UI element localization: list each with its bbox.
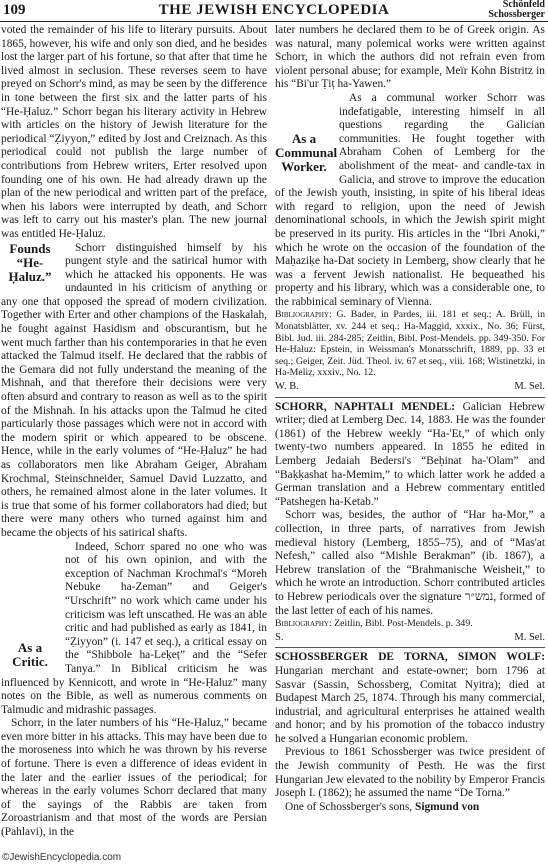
entry-heading: SCHOSSBERGER DE TORNA, SIMON WOLF:: [275, 651, 545, 664]
bibliography: [275, 618, 545, 630]
entry-text: Galician Hebrew writer; died at Lemberg Dec. 14, 1883. He was the founder (1861) of the Hebrew weekly “Ha-'Et,” of which only twenty-two numbers appeared. In 1855 he edited in Lemberg Jedaiah Bedersi's “Beḥinat ha-'Olam” and “Baḳḳashat ha-Memim,” to which latter work he added a German translation and a Hebrew commentary entitled “Patshegen ha-Ketab.”: [275, 400, 545, 508]
entry-divider: [275, 397, 545, 398]
signature-line: [275, 631, 545, 645]
catchword-first: Schönfeld: [502, 0, 545, 10]
paragraph-text: As a communal worker Schorr was indefatigable, interesting himself in all questions regarding the Galician communities. He fought together with Abraham Cohen of Lemberg for the abolishment of the meat- and candle-tax in Galicia, and strove to improve the education of the Jewish youth, insisting, in spite of his liberal ideas with regard to religion, upon the need of Jewish denominational schools, in which the Jewish spirit might be preserved in its purity. His articles in the “Ibri Anoki,” which he wrote on the occasion of the foundation of the Maḥaziḳe ha-Dat society in Lemberg, show clearly that he was a fervent Jewish nationalist. He bequeathed his property and his library, which was a considerable one, to the rabbinical seminary of Vienna.: [275, 91, 545, 308]
author-initials: W. B.: [275, 381, 299, 393]
editor-initials: M. Sel.: [514, 631, 545, 643]
bibliography-label: Bibliography: [275, 618, 329, 630]
paragraph-text: Indeed, Schorr spared no one who was not of his own opinion, and with the exception of Nachman Krochmal's “Moreh Nebuke ha-Zeman” and Geiger's “Urschrift” no work which came under his criticism was left unscathed. He was an able critic and had published as early as 1841, in “Ẓiyyon” (i. 147 et seq.), a critical essay on the “Shibbole ha-Leḳeṭ” and the “Sefer Tanya.” In Biblical criticism he was influenced by Kennicott, and wrote in “He-Ḥaluz” many notes on the Bible, as well as numerous comments on Talmudic and midrashic passages.: [1, 540, 267, 716]
header-rule: [0, 21, 548, 22]
entry-schorr-naphtali-mendel: [275, 401, 545, 510]
paragraph: voted the remainder of his life to literary pursuits. About 1865, however, his wife and only son died, and he besides lost the larger part of his fortune, so that after that time he lived almost in seclusion. These reverses seem to have preyed on Schorr's mind, as may be seen by the difference in tone between the first six and the latter parts of his “He-Ḥaluz.” Schorr began his literary activity in Hebrew with articles on the history of Jewish literature for the periodical “Ẓiyyon,” edited by Jost and Creiznach. As this periodical could not publish the large number of contributions from Hebrew writers, Erter resolved upon founding one of his own. He had already drawn up the plan of the new periodical and written part of the preface, when his labors were interrupted by death, and Schorr was left to carry out his master's plan. The new journal was entitled He-Ḥaluz.: [1, 24, 267, 240]
paragraph: later numbers he declared them to be of Greek origin. As was natural, many polemical works were written against Schorr, in which the authors did not refrain even from violent personal abuse; for example, Meïr Kohn Bistritz in his “Bi'ur Ṭiṭ ha-Yawen.”: [275, 24, 545, 91]
sidenote-communal-worker: As a Communal Worker.: [275, 130, 338, 174]
right-column: [275, 24, 545, 814]
entry-divider: [275, 647, 545, 648]
sidenote-founds-he-haluz: Founds “He-Ḥaluz.”: [8, 240, 52, 284]
editor-initials: M. Sel.: [514, 381, 545, 393]
page-header: [0, 0, 548, 24]
paragraph: Schorr, in the later numbers of his “He-Ḥaluz,” became even more bitter in his attacks. This may have been due to the moroseness into which he was thrown by his reverse of fortune. There is even a difference of ideas evident in the later and the earlier issues of the periodical; for whereas in the early volumes Schorr declared that many of the sayings of the Rabbis are taken from Zoroastrianism and that most of the words are Persian (Pahlavi), in the: [1, 717, 267, 839]
signature-line: [275, 380, 545, 394]
paragraph: [1, 541, 267, 718]
footer-credit: ©JewishEncyclopedia.com: [2, 852, 122, 863]
paragraph: [1, 242, 267, 541]
paragraph: Previous to 1861 Schossberger was twice president of the Jewish community of Pesth. He was the first Hungarian Jew elevated to the nobility by Emperor Francis Joseph I. (1862); he assumed the name “De Torna.”: [275, 746, 545, 800]
bibliography-label: Bibliography: [275, 309, 329, 321]
author-initials: S.: [275, 631, 284, 643]
entry-schossberger-de-torna: [275, 651, 545, 746]
entry-text: Hungarian merchant and estate-owner; born 1796 at Sasvar (Sassin, Schossberg, Comitat Nyitra); died at Budapest March 25, 1874. Through his many commercial, industrial, and agricultural enterprises he attained wealth and honor; and by his promotion of the tobacco industry he solved a Hungarian economic problem.: [275, 664, 545, 745]
page-number: 109: [3, 2, 26, 18]
paragraph: Schorr was, besides, the author of “Har ha-Mor,” a collection, in three parts, of narratives from Jewish medieval history (Lemberg, 1855–75), and of “Mas'at Nefesh,” called also “Mishle Berakman” (ib. 1867), a Hebrew translation of the “Brahmanische Weisheit,” to which he wrote an introduction. Schorr contributed articles to Hebrew periodicals over the signature נמש״ר, formed of the last letter of each of his names.: [275, 509, 545, 617]
sidenote-as-a-critic: As a Critic.: [12, 639, 48, 669]
running-title: THE JEWISH ENCYCLOPEDIA: [158, 2, 390, 18]
catchword-last: Schossberger: [488, 9, 545, 20]
entry-heading: SCHORR, NAPHTALI MENDEL:: [275, 400, 455, 413]
paragraph-text: One of Schossberger's sons,: [285, 800, 415, 813]
left-column: [1, 24, 267, 840]
paragraph-text: Schorr distinguished himself by his pungent style and the satirical humor with which he attacked his opponents. He was undaunted in his criticism of anything or any one that opposed the spread of modern civilization. Together with Erter and other champions of the Haskalah, he fought against Hasidism and obscurantism, but he went much farther than his contemporaries in that he even attacked the Talmud itself. He declared that the rabbis of the Gemara did not fully understand the meaning of the Mishnah, and that therefore their decisions were very often absurd and contrary to reason as well as to the spirit of the Mishnah. In his attacks upon the Talmud he cited particularly those passages which were not in accord with the modern spirit or which appeared to be obscene. Hence, while in the early volumes of “He-Ḥaluz” he had as collaborators men like Abraham Geiger, Abraham Krochmal, Steinschneider, Samuel David Luzzatto, and others, he remained almost alone in the later volumes. It is true that some of his former collaborators had died; but there were many others who turned against him and became the objects of his satirical shafts.: [1, 241, 267, 539]
paragraph: [275, 801, 545, 815]
paragraph: [275, 92, 545, 310]
catchwords: [488, 0, 545, 20]
bibliography-text: : G. Bader, in Pardes, iii. 181 et seq.; A. Brüll, in Monatsblätter, xv. 244 et seq.; Ha-Maggid, xxxix., No. 36; Fürst, Bibl. Jud. iii. 284-285; Zeitlin, Bibl. Post-Mendels. pp. 349-350. For He-Ḥaluz: Epstein, in Weissman's Monatsschrift, 1889, pp. 33 et seq.; Geiger, Zeit. Jüd. Theol. iv. 67 et seq., viii. 168; Wistinetzki, in Ha-Meliẓ, xxxiv., No. 12.: [275, 309, 545, 379]
bibliography: [275, 309, 545, 379]
cross-reference-name: Sigmund von: [414, 800, 480, 813]
bibliography-text: : Zeitlin, Bibl. Post-Mendels. p. 349.: [328, 618, 473, 630]
